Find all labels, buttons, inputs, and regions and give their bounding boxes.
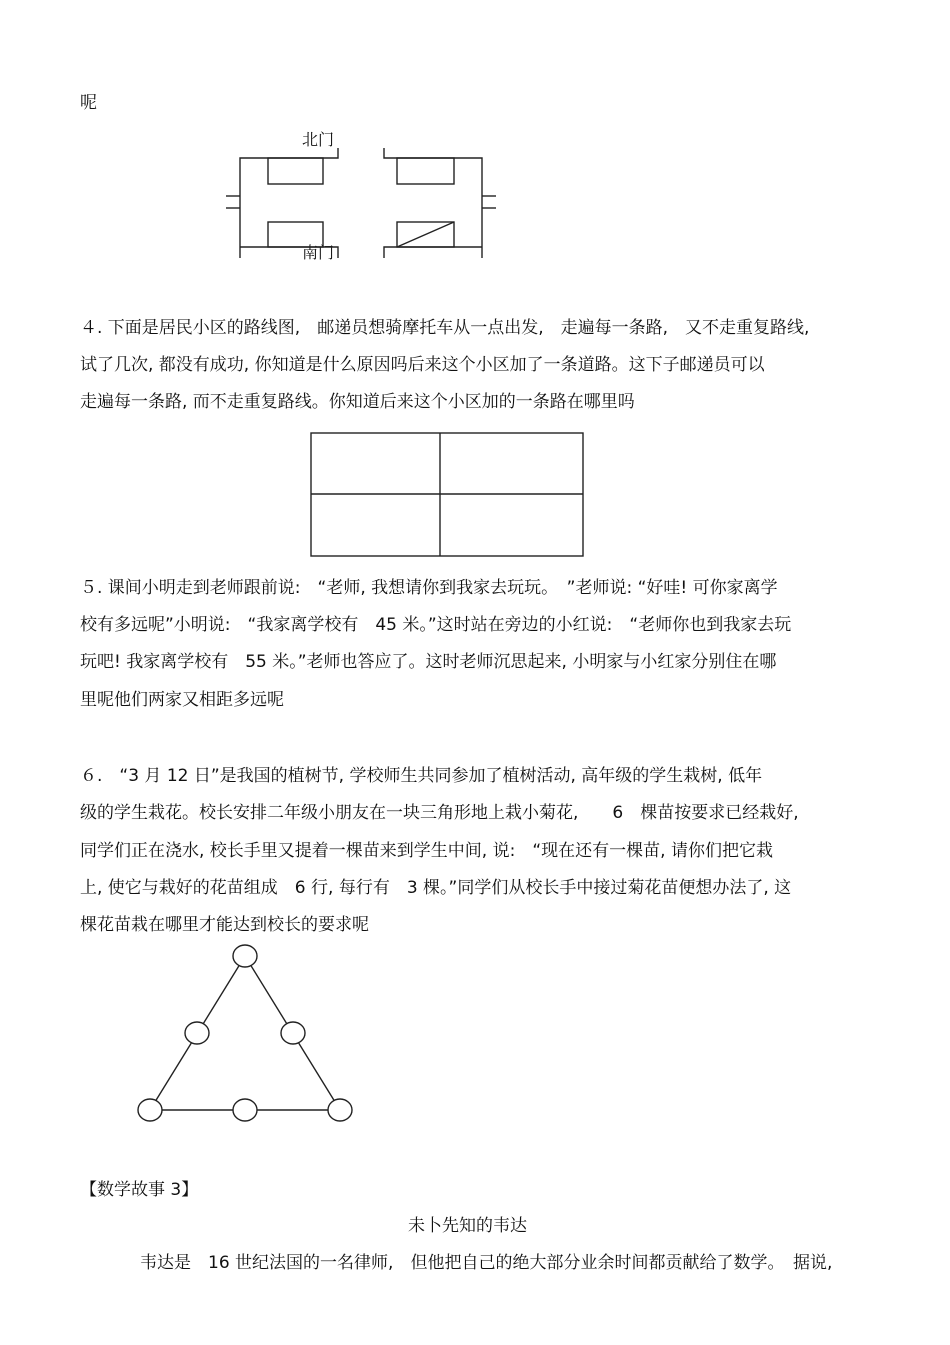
q6-line-4: 上, 使它与栽好的花苗组成 6 行, 每行有 3 棵。”同学们从校长手中接过菊花苗便想办法了, 这 xyxy=(80,878,792,898)
seedling-node xyxy=(138,1099,162,1121)
q6-line-2: 级的学生栽花。校长安排二年级小朋友在一块三角形地上栽小菊花, 6 棵苗按要求已经栽好, xyxy=(80,803,799,823)
seedling-node xyxy=(233,945,257,967)
q4-line-2: 试了几次, 都没有成功, 你知道是什么原因吗后来这个小区加了一条道路。这下子邮递员可以 xyxy=(80,355,765,375)
story-title: 未卜先知的韦达 xyxy=(408,1216,527,1236)
seedling-node xyxy=(185,1022,209,1044)
q6-line-3: 同学们正在浇水, 校长手里又提着一棵苗来到学生中间, 说: “现在还有一棵苗, 请你们把它栽 xyxy=(80,841,773,861)
q6-line-5: 棵花苗栽在哪里才能达到校长的要求呢 xyxy=(80,915,369,935)
q4-line-1: ４. 下面是居民小区的路线图, 邮递员想骑摩托车从一点出发, 走遍每一条路, 又不走重复路线, xyxy=(80,318,810,338)
story-paragraph-line-1: 韦达是 16 世纪法国的一名律师, 但他把自己的绝大部分业余时间都贡献给了数学。 据说, xyxy=(140,1253,833,1273)
seedling-node xyxy=(281,1022,305,1044)
south-gate-label: 南门 xyxy=(302,243,335,262)
q6-line-1: ６. “3 月 12 日”是我国的植树节, 学校师生共同参加了植树活动, 高年级的学生栽树, 低年 xyxy=(80,766,763,786)
q5-line-3: 玩吧! 我家离学校有 55 米。”老师也答应了。这时老师沉思起来, 小明家与小红家分别住在哪 xyxy=(80,652,777,672)
north-gate-label: 北门 xyxy=(302,130,335,149)
story-heading: 【数学故事 3】 xyxy=(80,1180,199,1200)
q5-line-2: 校有多远呢”小明说: “我家离学校有 45 米。”这时站在旁边的小红说: “老师你也到我家去玩 xyxy=(80,615,792,635)
q4-line-3: 走遍每一条路, 而不走重复路线。你知道后来这个小区加的一条路在哪里吗 xyxy=(80,392,635,412)
prev-line-tail: 呢 xyxy=(80,93,97,113)
seedling-node xyxy=(328,1099,352,1121)
q5-line-1: ５. 课间小明走到老师跟前说: “老师, 我想请你到我家去玩玩。 ”老师说: “好哇! 可你家离学 xyxy=(80,578,778,598)
q5-line-4: 里呢他们两家又相距多远呢 xyxy=(80,690,284,710)
seedling-node xyxy=(233,1099,257,1121)
